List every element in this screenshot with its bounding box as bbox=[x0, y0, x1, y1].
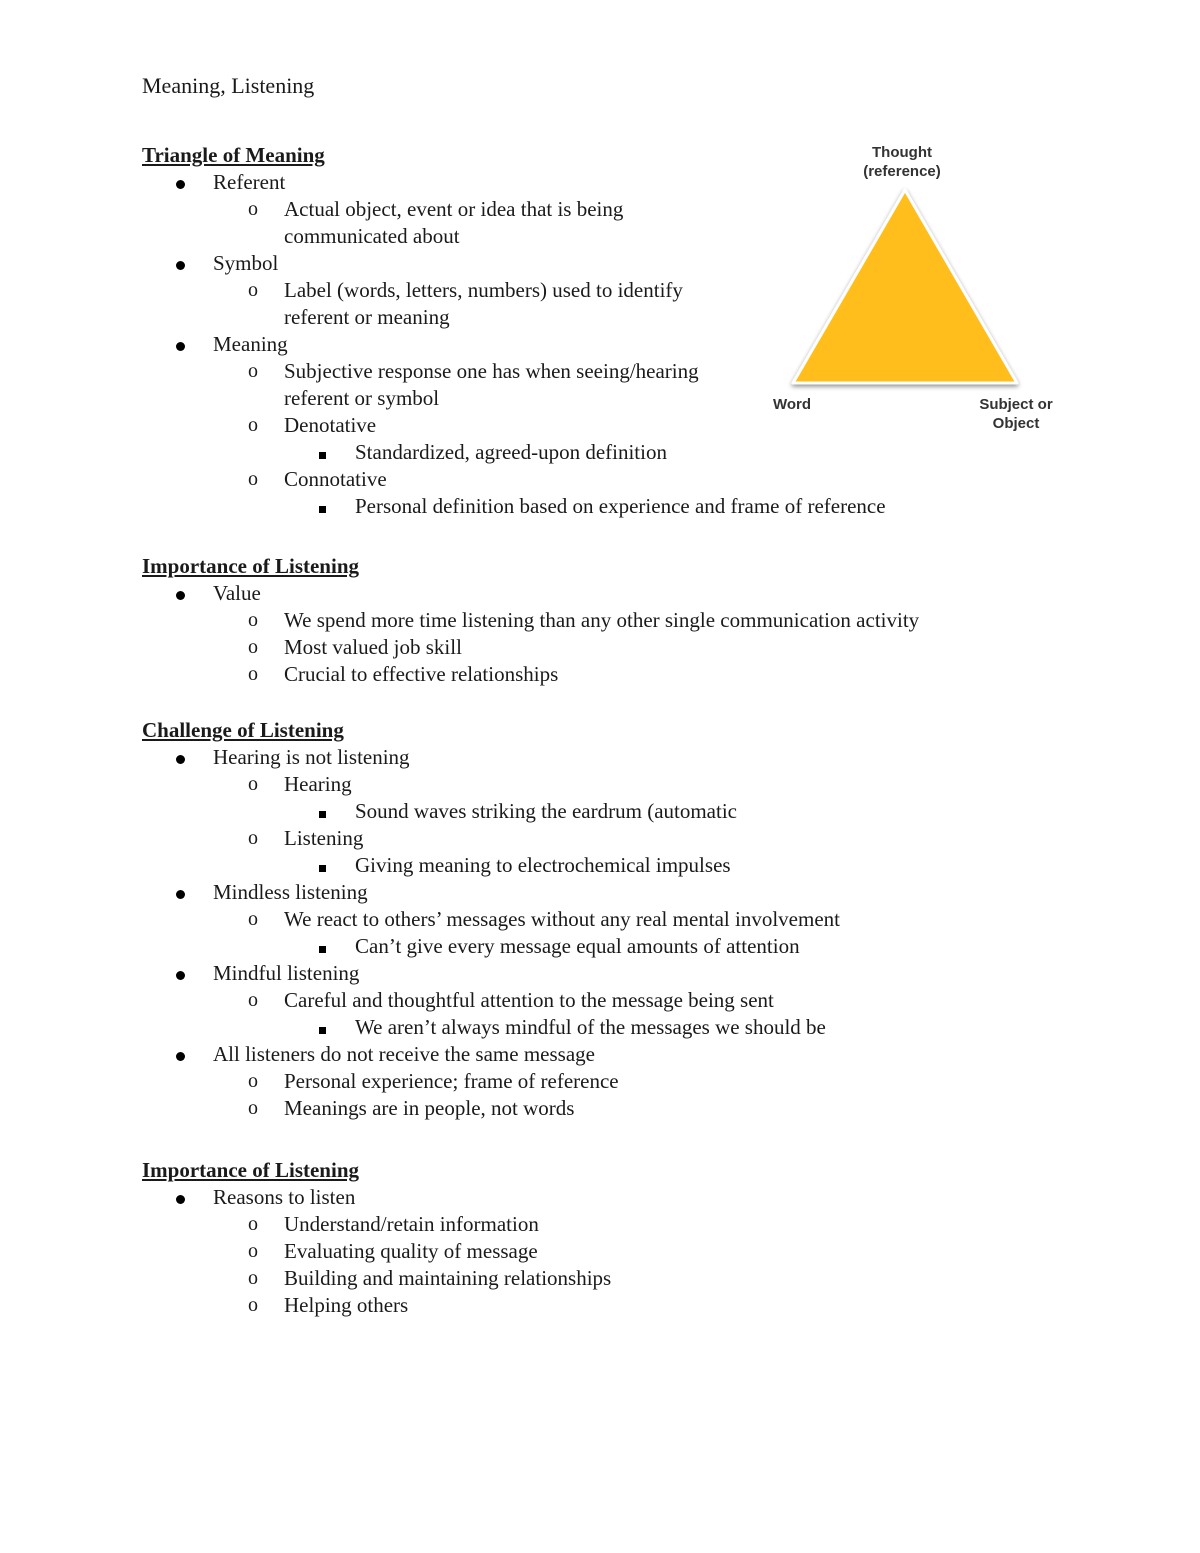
circle-bullet-icon: o bbox=[248, 908, 258, 930]
circle-bullet-icon: o bbox=[248, 636, 258, 658]
bullet-icon bbox=[176, 331, 185, 358]
square-bullet-icon bbox=[319, 798, 326, 825]
list-item: Value bbox=[142, 580, 1102, 607]
list-item: o Hearing bbox=[248, 772, 352, 796]
circle-bullet-icon: o bbox=[248, 1213, 258, 1235]
list-item: o Label (words, letters, numbers) used to identify bbox=[248, 278, 683, 302]
list-item: Hearing is not listening bbox=[142, 744, 1102, 771]
square-bullet-icon bbox=[319, 439, 326, 466]
section-importance-of-listening bbox=[142, 553, 1102, 688]
circle-bullet-icon: o bbox=[248, 198, 258, 220]
list-item-continuation: referent or meaning bbox=[284, 305, 450, 329]
bullet-icon bbox=[176, 250, 185, 277]
triangle-of-meaning-figure bbox=[760, 138, 1070, 438]
circle-bullet-icon: o bbox=[248, 1097, 258, 1119]
list-item: o Meanings are in people, not words bbox=[248, 1096, 575, 1120]
list-item: o Helping others bbox=[248, 1293, 409, 1317]
thought-reference-label: Thought (reference) bbox=[863, 144, 941, 180]
circle-bullet-icon: o bbox=[248, 1294, 258, 1316]
bullet-icon bbox=[176, 744, 185, 771]
bullet-icon bbox=[176, 960, 185, 987]
word-label: Word bbox=[772, 396, 812, 413]
circle-bullet-icon: o bbox=[248, 827, 258, 849]
list-item: Reasons to listen bbox=[142, 1184, 1102, 1211]
list-item: o Actual object, event or idea that is being bbox=[248, 197, 624, 221]
list-item: o Evaluating quality of message bbox=[248, 1239, 538, 1263]
square-bullet-icon bbox=[319, 1014, 326, 1041]
bullet-icon bbox=[176, 1041, 185, 1068]
circle-bullet-icon: o bbox=[248, 989, 258, 1011]
section-challenge-of-listening bbox=[142, 717, 1102, 1122]
bullet-icon bbox=[176, 580, 185, 607]
list-item: o Careful and thoughtful attention to the message being sent bbox=[248, 988, 774, 1012]
document-title: Meaning, Listening bbox=[142, 73, 315, 98]
circle-bullet-icon: o bbox=[248, 468, 258, 490]
circle-bullet-icon: o bbox=[248, 1267, 258, 1289]
list-item: o Denotative bbox=[248, 413, 377, 437]
list-item: o Personal experience; frame of reference bbox=[248, 1069, 619, 1093]
list-item: Referent bbox=[142, 169, 1102, 196]
section-heading: Challenge of Listening bbox=[142, 718, 344, 742]
list-item: Mindful listening bbox=[142, 960, 1102, 987]
section-reasons-to-listen bbox=[142, 1157, 1102, 1319]
circle-bullet-icon: o bbox=[248, 609, 258, 631]
square-bullet-icon bbox=[319, 933, 326, 960]
list-item: o We react to others’ messages without any real mental involvement bbox=[248, 907, 840, 931]
list-item: o Most valued job skill bbox=[248, 635, 462, 659]
section-heading: Importance of Listening bbox=[142, 1158, 359, 1182]
triangle-shape bbox=[760, 138, 1070, 398]
circle-bullet-icon: o bbox=[248, 1240, 258, 1262]
list-item-continuation: communicated about bbox=[284, 224, 460, 248]
list-item: All listeners do not receive the same message bbox=[142, 1041, 1102, 1068]
subject-object-label: Subject or Object bbox=[979, 396, 1053, 432]
section-heading: Importance of Listening bbox=[142, 554, 359, 578]
list-item: o Connotative bbox=[248, 467, 387, 491]
list-item: Personal definition based on experience and frame of reference bbox=[142, 493, 1102, 520]
bullet-icon bbox=[176, 1184, 185, 1211]
list-item: We aren’t always mindful of the messages we should be bbox=[142, 1014, 1102, 1041]
circle-bullet-icon: o bbox=[248, 279, 258, 301]
circle-bullet-icon: o bbox=[248, 773, 258, 795]
list-item: Can’t give every message equal amounts of attention bbox=[142, 933, 1102, 960]
circle-bullet-icon: o bbox=[248, 414, 258, 436]
list-item: Symbol bbox=[142, 250, 1102, 277]
list-item: o Understand/retain information bbox=[248, 1212, 539, 1236]
square-bullet-icon bbox=[319, 493, 326, 520]
list-item: Mindless listening bbox=[142, 879, 1102, 906]
list-item-continuation: referent or symbol bbox=[284, 386, 440, 410]
list-item: o Crucial to effective relationships bbox=[248, 662, 559, 686]
list-item: o We spend more time listening than any other single communication activity bbox=[248, 608, 920, 632]
list-item: o Building and maintaining relationships bbox=[248, 1266, 612, 1290]
square-bullet-icon bbox=[319, 852, 326, 879]
bullet-icon bbox=[176, 879, 185, 906]
list-item: o Subjective response one has when seeing/hearing bbox=[248, 359, 699, 383]
list-item: Standardized, agreed-upon definition bbox=[142, 439, 1102, 466]
list-item: Meaning bbox=[142, 331, 1102, 358]
circle-bullet-icon: o bbox=[248, 1070, 258, 1092]
list-item: Giving meaning to electrochemical impulses bbox=[142, 852, 1102, 879]
section-heading: Triangle of Meaning bbox=[142, 143, 325, 167]
list-item: o Listening bbox=[248, 826, 364, 850]
list-item: Sound waves striking the eardrum (automatic bbox=[142, 798, 1102, 825]
circle-bullet-icon: o bbox=[248, 663, 258, 685]
bullet-icon bbox=[176, 169, 185, 196]
circle-bullet-icon: o bbox=[248, 360, 258, 382]
